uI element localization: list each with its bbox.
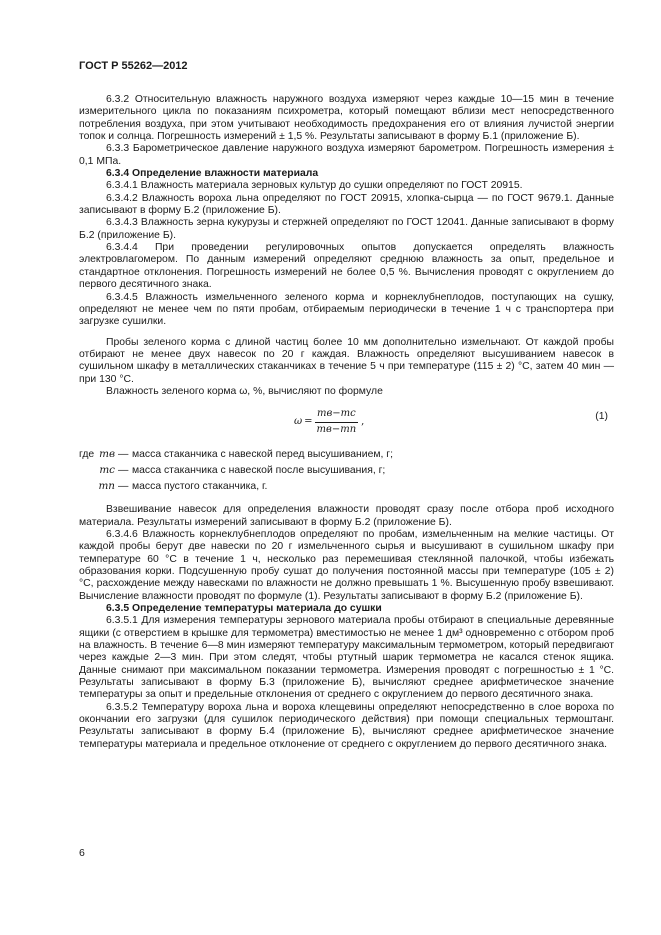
definition-row — [79, 448, 614, 464]
definition-symbol: mв — [99, 448, 115, 461]
definition-symbol: mп — [98, 480, 115, 493]
paragraph: 6.3.4.6 Влажность корнеклубнеплодов определяют по пробам, измельченным на мелкие частицы. От каждой пробы берут две навески по 20 г измельченного сырья и высушивают в сушильном шкафу при температуре 60 °С в течение 1 ч, несколько раз перемешивая стеклянной палочкой, чтобы избежать образования корки. Подсушенную пробу сушат до получения постоянной массы при температуре (105 ± 2) °С, расхождение между навесками по влажности не должно превышать 1 %. Высушенную пробу взвешивают. Вычисление влажности проводят по формуле (1). Результаты записывают в форму Б.2 (приложение Б). — [79, 528, 614, 602]
definitions-intro: где — [79, 449, 95, 461]
definition-row — [79, 464, 614, 480]
symbol-definitions — [79, 448, 614, 496]
formula-numerator: mв−mc — [315, 408, 358, 422]
section-heading: 6.3.4 Определение влажности материала — [106, 168, 319, 180]
formula-number: (1) — [595, 411, 608, 423]
definition-dash: — — [118, 481, 129, 493]
definition-dash: — — [118, 465, 129, 477]
definition-text: масса стаканчика с навеской после высушивания, г; — [132, 465, 386, 477]
paragraph: 6.3.4.3 Влажность зерна кукурузы и стержней определяют по ГОСТ 12041. Данные записывают в форму Б.2 (приложение Б). — [79, 217, 614, 241]
moisture-formula — [294, 408, 364, 436]
definition-text: масса стаканчика с навеской перед высушиванием, г; — [132, 449, 393, 461]
formula-fraction — [315, 408, 359, 436]
paragraph: 6.3.5.2 Температуру вороха льна и вороха клещевины определяют непосредственно в слое вороха по окончании его загрузки (для сушилок периодического действия) при помощи специальных термоштанг. Результаты записывают в форму Б.4 (приложение Б), вычисляют среднее арифметическое значение температуры материала и предельное отклонение от среднего с округлением до первого десятичного знака. — [79, 701, 614, 750]
section-paragraphs-before — [79, 94, 614, 398]
paragraph: 6.3.4.1 Влажность материала зерновых культур до сушки определяют по ГОСТ 20915. — [106, 180, 523, 192]
page-number: 6 — [79, 847, 85, 859]
formula-block — [79, 402, 614, 442]
definition-dash: — — [118, 449, 129, 461]
paragraph: 6.3.4.2 Влажность вороха льна определяют по ГОСТ 20915, хлопка-сырца — по ГОСТ 9679.1. Данные записывают в форму Б.2 (приложение Б). — [79, 192, 614, 217]
paragraph: 6.3.5.1 Для измерения температуры зернового материала пробы отбирают в специальные деревянные ящики (с отверстием в крышке для термометра) вместимостью не менее 1 дм³ одновременно с отбором проб на влажность. В течение 6—8 мин измеряют температуру максимальным термометром, который передвигают через каждые 2—3 мин. При этом следят, чтобы ртутный шарик термометра не касался стенок ящика. Данные снимают при максимальном показании термометра. Измерения проводят с погрешностью ± 1 °С. Результаты записывают в форму Б.3 (приложение Б), вычисляют среднее арифметическое значение температуры за опыт и предельные отклонения от среднего с округлением до первого десятичного знака. — [79, 615, 614, 701]
document-body — [79, 94, 614, 751]
paragraph: 6.3.4.5 Влажность измельченного зеленого корма и корнеклубнеплодов, поступающих на сушку, определяют не менее чем по пяти пробам, отбираемым периодически в течение 1 ч с транспортера при загрузке сушилки. — [79, 291, 614, 328]
paragraph: Пробы зеленого корма с длиной частиц более 10 мм дополнительно измельчают. От каждой пробы отбирают не менее двух навесок по 20 г каждая. Влажность определяют высушиванием навесок в сушильном шкафу в металлических стаканчиках в течение 5 ч при температуре (115 ± 2) °С, затем 40 мин — при 130 °С. — [79, 336, 614, 385]
definition-text: масса пустого стаканчика, г. — [132, 481, 268, 493]
formula-lhs: ω — [294, 415, 303, 427]
formula-comma: , — [361, 415, 365, 427]
definition-row — [79, 480, 614, 496]
formula-equals: = — [304, 415, 313, 427]
paragraph: Взвешивание навесок для определения влажности проводят сразу после отбора проб исходного материала. Результаты измерений записывают в форму Б.2 (приложение Б). — [79, 504, 614, 528]
definition-symbol: mс — [99, 464, 115, 477]
paragraph: 6.3.2 Относительную влажность наружного воздуха измеряют через каждые 10—15 мин в течение измерительного цикла по показаниям психрометра, который помещают вблизи мест непосредственного потребления воздуха, при этом учитывают необходимость предохранения его от влияния лучистой энергии топок и солнца. Погрешность измерений ± 1,5 %. Результаты записывают в форму Б.1 (приложение Б). — [79, 94, 614, 143]
paragraph: 6.3.4.4 При проведении регулировочных опытов допускается определять влажность электровлагомером. По данным измерений определяют среднюю влажность за опыт, предельное и стандартное отклонения. Погрешность измерений не более 0,5 %. Вычисления проводят с округлением до первого десятичного знака. — [79, 242, 614, 291]
standard-header: ГОСТ Р 55262—2012 — [79, 60, 188, 72]
section-paragraphs-after — [79, 504, 614, 751]
paragraph: 6.3.3 Барометрическое давление наружного воздуха измеряют барометром. Погрешность измерения ± 0,1 МПа. — [79, 143, 614, 167]
paragraph: Влажность зеленого корма ω, %, вычисляют по формуле — [106, 385, 383, 397]
section-heading: 6.3.5 Определение температуры материала до сушки — [106, 603, 382, 614]
formula-denominator: mв−mп — [316, 423, 357, 435]
